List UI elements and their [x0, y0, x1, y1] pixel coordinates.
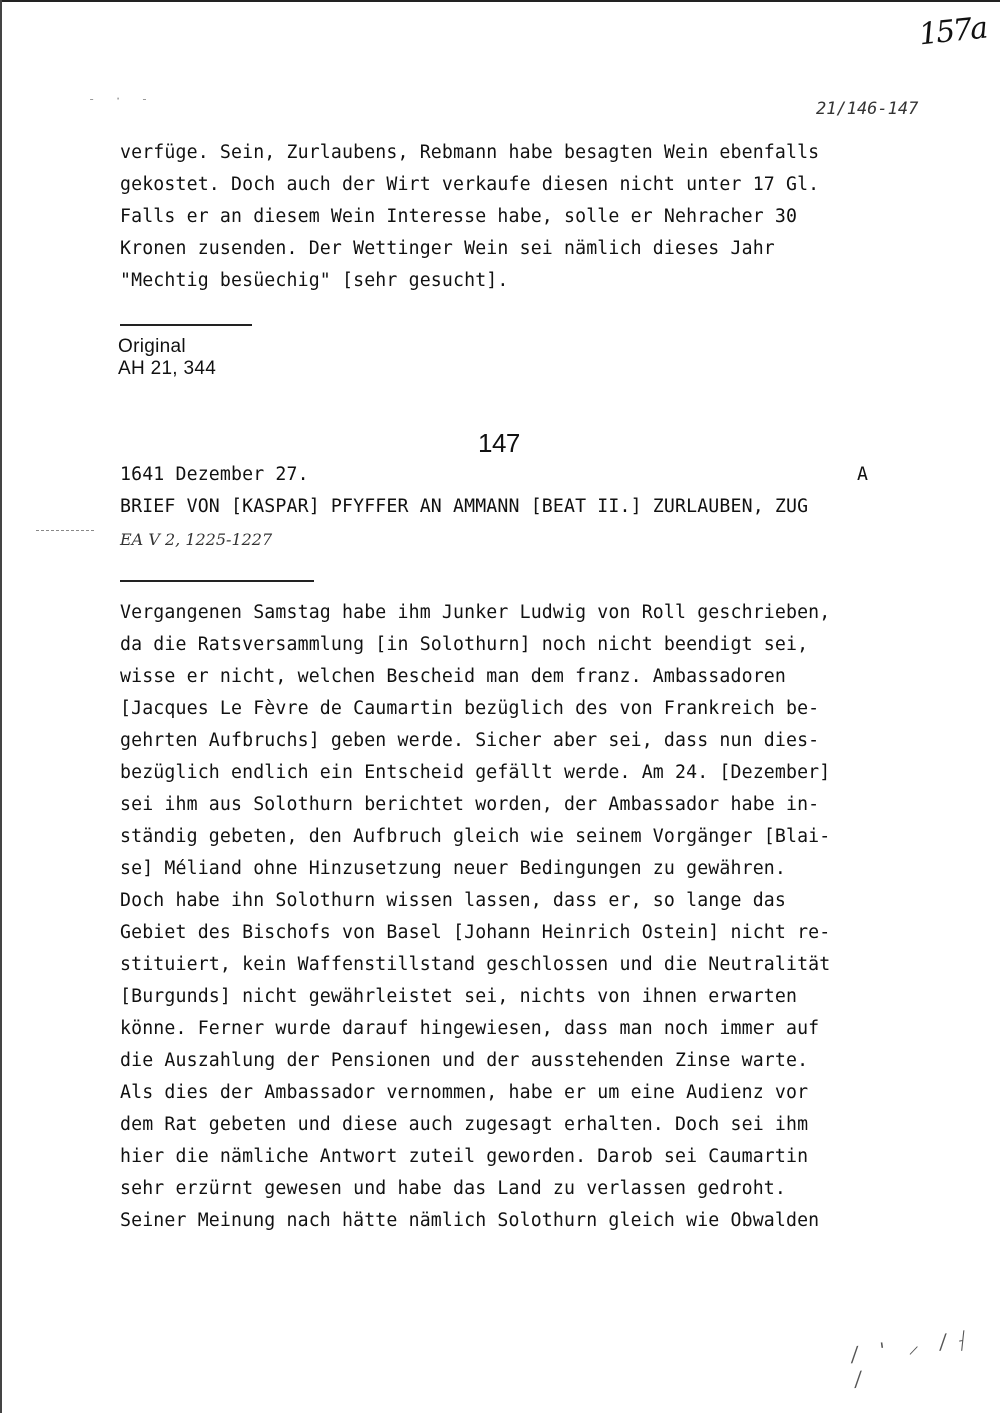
body-line: [Burgunds] nicht gewährleistet sei, nichts von ihnen erwarten [120, 986, 798, 1007]
body-line: Vergangenen Samstag habe ihm Junker Ludwig von Roll geschrieben, [120, 602, 831, 623]
body-line: könne. Ferner wurde darauf hingewiesen, dass man noch immer auf [120, 1018, 820, 1039]
entry-number: 147 [478, 428, 520, 458]
body-line: Gebiet des Bischofs von Basel [Johann Heinrich Ostein] nicht re- [120, 922, 831, 943]
page-reference: 21/146-147 [816, 99, 919, 119]
body-line: da die Ratsversammlung [in Solothurn] noch nicht beendigt sei, [120, 634, 809, 655]
body-line: dem Rat gebeten und diese auch zugesagt erhalten. Doch sei ihm [120, 1114, 809, 1135]
body-line: [Jacques Le Fèvre de Caumartin bezüglich des von Frankreich be- [120, 698, 820, 719]
body-line: hier die nämliche Antwort zuteil geworden. Darob sei Caumartin [120, 1146, 809, 1167]
bottom-handwritten-scribble: / ' ⸝ /⸡ / [849, 1325, 975, 1392]
page-edge-left [0, 0, 2, 1413]
faint-margin-marks: - · - [88, 92, 155, 106]
entry-type-code: A [857, 464, 869, 485]
text-line: verfüge. Sein, Zurlaubens, Rebmann habe besagten Wein ebenfalls [120, 142, 820, 163]
entry-date: 1641 Dezember 27. [120, 464, 309, 485]
source-note-reference: AH 21, 344 [118, 358, 217, 379]
handwritten-archive-number: 157a [917, 10, 988, 53]
body-line: wisse er nicht, welchen Bescheid man dem franz. Ambassadoren [120, 666, 786, 687]
body-line: se] Méliand ohne Hinzusetzung neuer Bedingungen zu gewähren. [120, 858, 786, 879]
body-line: sehr erzürnt gewesen und habe das Land zu verlassen gedroht. [120, 1178, 786, 1199]
body-line: sei ihm aus Solothurn berichtet worden, der Ambassador habe in- [120, 794, 820, 815]
body-line: bezüglich endlich ein Entscheid gefällt werde. Am 24. [Dezember] [120, 762, 831, 783]
entry-divider-rule [120, 580, 314, 582]
text-line: Falls er an diesem Wein Interesse habe, solle er Nehracher 30 [120, 206, 798, 227]
body-line: Doch habe ihn Solothurn wissen lassen, dass er, so lange das [120, 890, 786, 911]
body-line: ständig gebeten, den Aufbruch gleich wie seinem Vorgänger [Blai- [120, 826, 831, 847]
body-line: Seiner Meinung nach hätte nämlich Solothurn gleich wie Obwalden [120, 1210, 820, 1231]
source-note-rule [120, 324, 252, 326]
body-line: Als dies der Ambassador vernommen, habe er um eine Audienz vor [120, 1082, 809, 1103]
text-line: gekostet. Doch auch der Wirt verkaufe diesen nicht unter 17 Gl. [120, 174, 820, 195]
body-line: die Auszahlung der Pensionen und der ausstehenden Zinse warte. [120, 1050, 809, 1071]
margin-dash-mark [36, 530, 94, 532]
page-edge-top [0, 0, 1000, 2]
body-line: stituiert, kein Waffenstillstand geschlossen und die Neutralität [120, 954, 831, 975]
body-line: gehrten Aufbruchs] geben werde. Sicher aber sei, dass nun dies- [120, 730, 820, 751]
source-note-label: Original [118, 336, 186, 357]
text-line: "Mechtig besüechig" [sehr gesucht]. [120, 270, 509, 291]
text-line: Kronen zusenden. Der Wettinger Wein sei nämlich dieses Jahr [120, 238, 775, 259]
entry-heading: BRIEF VON [KASPAR] PFYFFER AN AMMANN [BEAT II.] ZURLAUBEN, ZUG [120, 496, 809, 517]
edition-reference: EA V 2, 1225-1227 [120, 530, 273, 549]
